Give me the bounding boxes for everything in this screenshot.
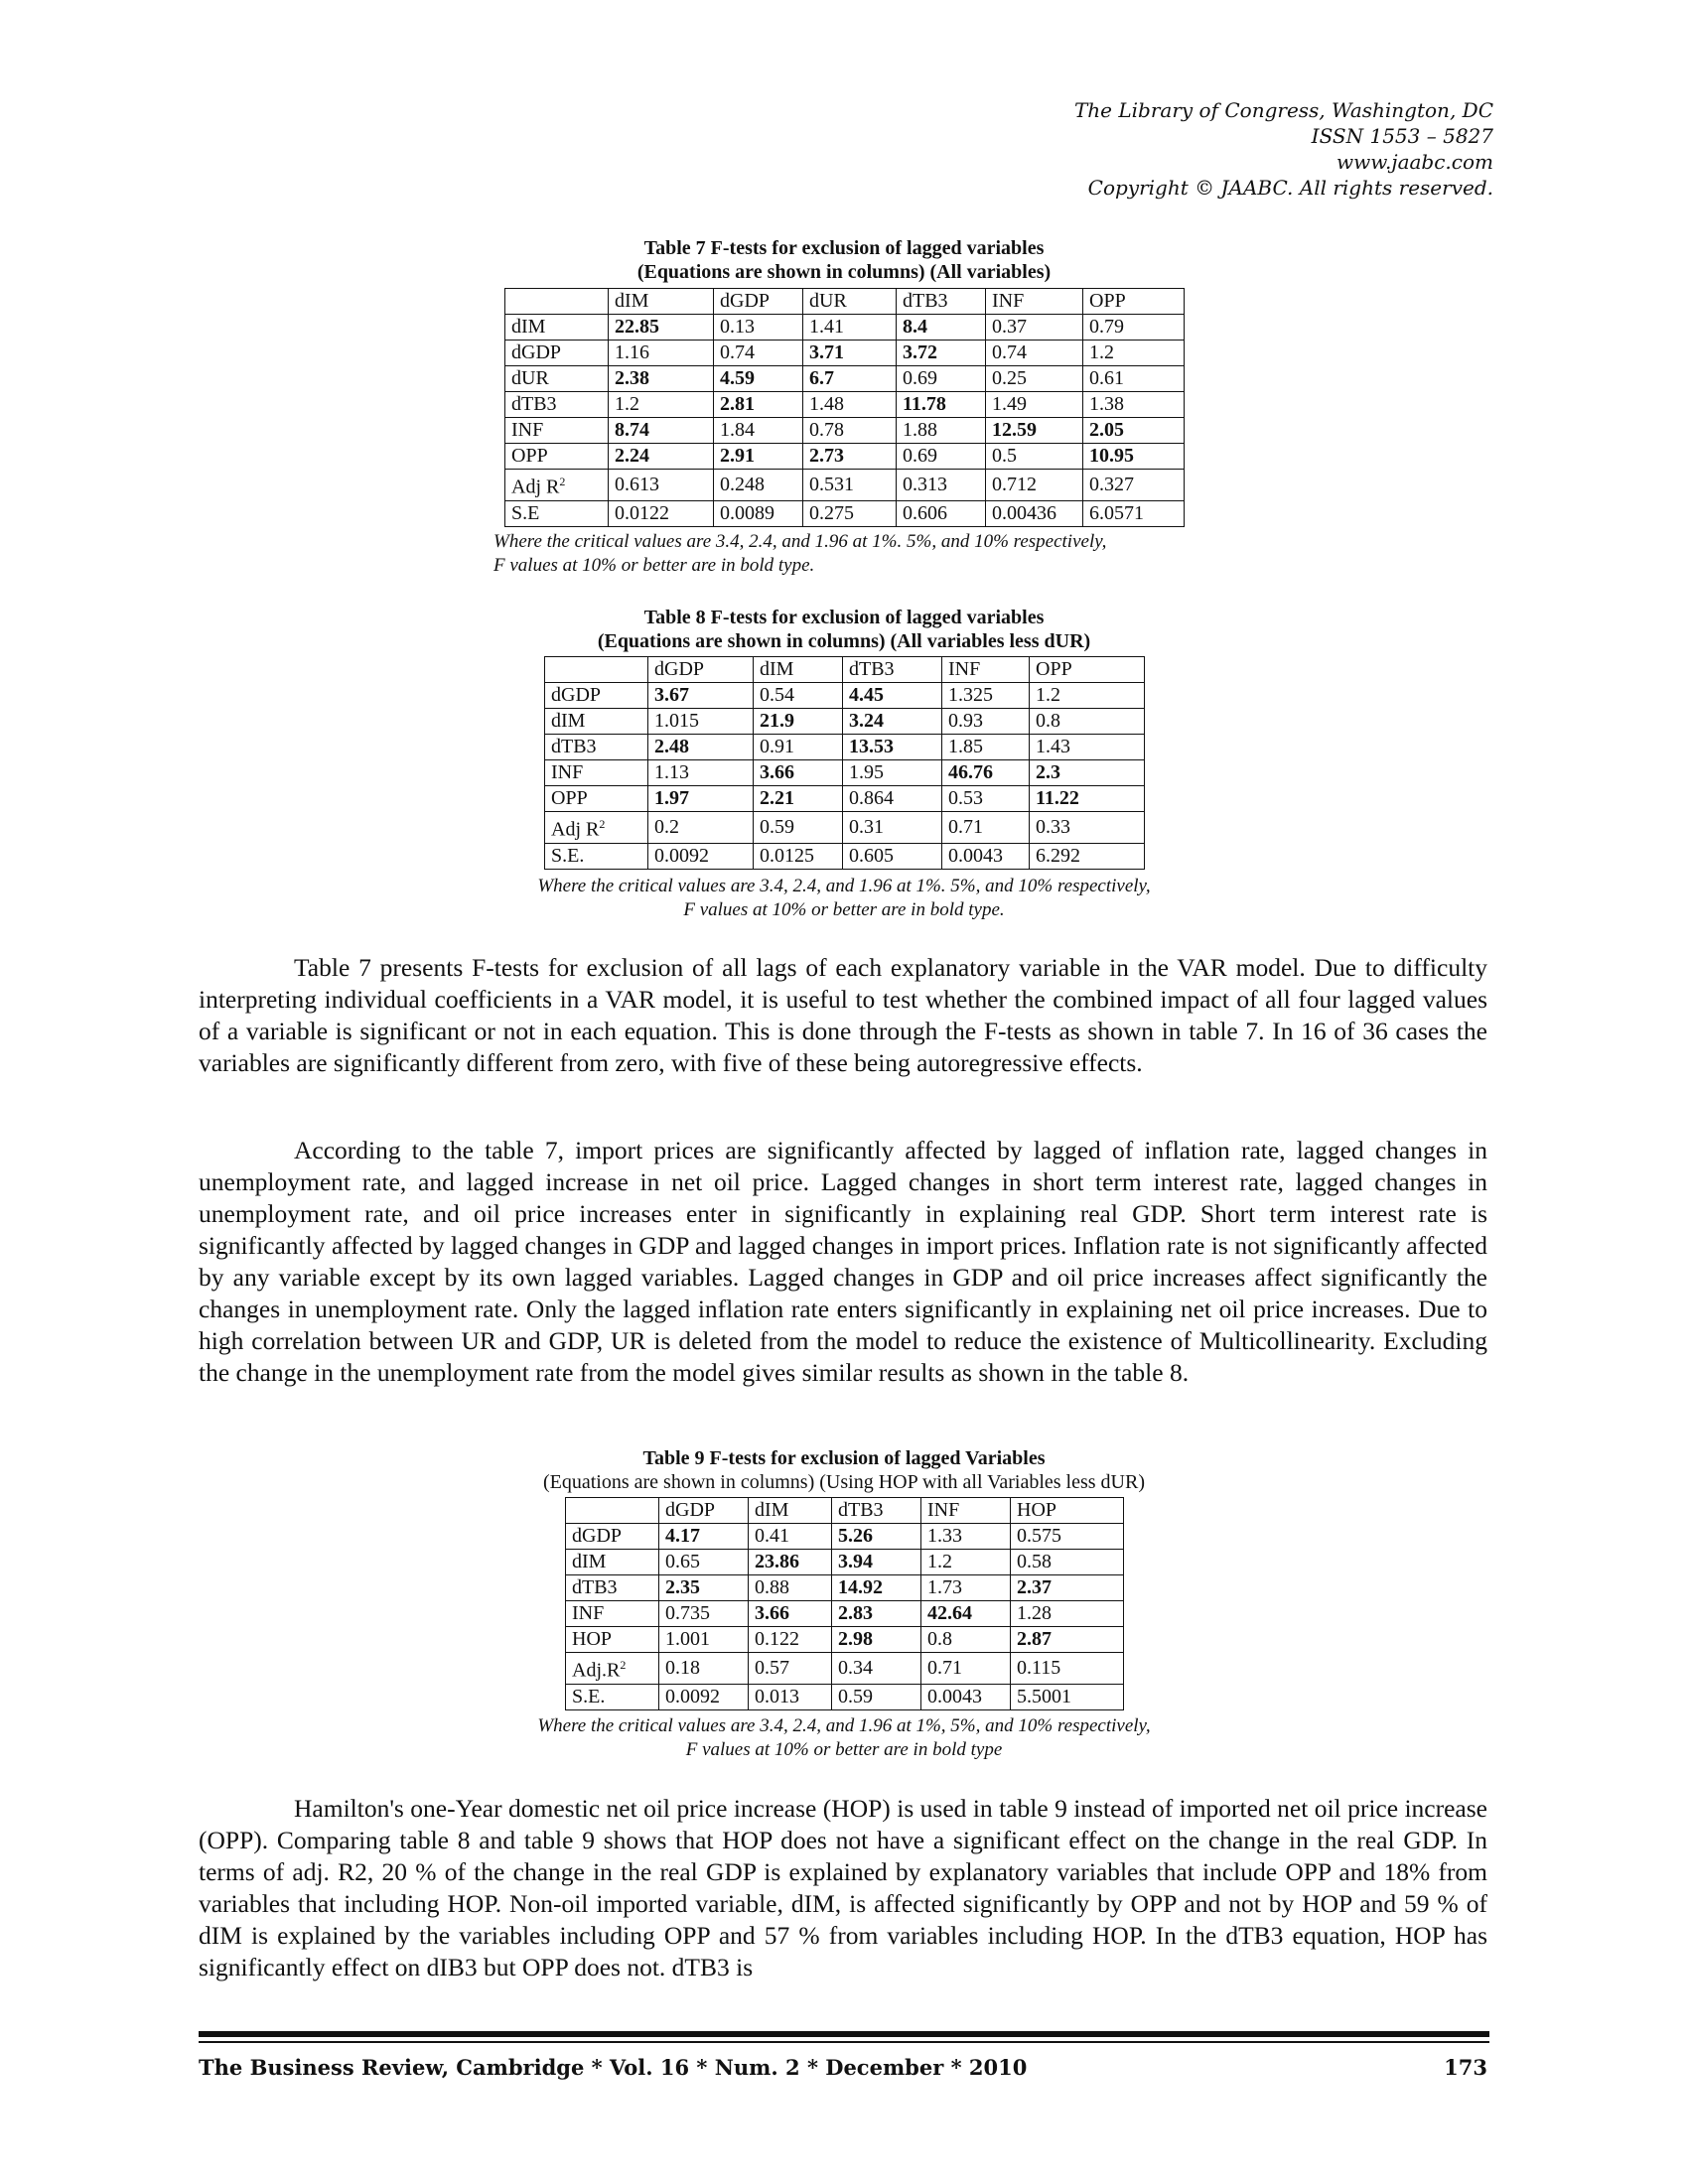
table-cell: 1.13	[648, 760, 754, 786]
table-cell: 6.0571	[1083, 500, 1185, 526]
row-label: $Adj.R^2$	[566, 1653, 659, 1685]
table-cell: 0.74	[986, 341, 1083, 366]
table8-notes	[477, 875, 1211, 922]
table-cell: 0.53	[942, 786, 1030, 812]
table7-title: Table 7 F-tests for exclusion of lagged variables	[643, 237, 1045, 259]
table-cell: 4.45	[843, 683, 942, 709]
table-cell: 11.22	[1030, 786, 1145, 812]
table-cell: 0.575	[1011, 1524, 1124, 1550]
table-cell: 0.93	[942, 709, 1030, 735]
table7-note-bold: F values at 10% or better are in bold type.	[493, 555, 815, 576]
table-cell: 0.37	[986, 315, 1083, 341]
table-cell: 0.275	[803, 500, 897, 526]
body-paragraph-2: According to the table 7, import prices are significantly affected by lagged of inflation rate, lagged changes in unemployment rate, and lagged increase in net oil price. Lagged changes in short term interest rate, lagged changes in unemployment rate, and oil price increases enter in significantly in explaining real GDP. Short term interest rate is significantly affected by lagged changes in GDP and lagged changes in import prices. Inflation rate is not significantly affected by any variable except by its own lagged variables. Lagged changes in GDP and oil price increases affect significantly the changes in unemployment rate. Only the lagged inflation rate enters significantly in explaining net oil price increases. Due to high correlation between UR and GDP, UR is deleted from the model to reduce the existence of Multicollinearity. Excluding the change in the unemployment rate from the model gives similar results as shown in the table 8.	[199, 1136, 1487, 1387]
column-header: dIM	[754, 657, 843, 683]
body-paragraph-1: Table 7 presents F-tests for exclusion of all lags of each explanatory variable in the VAR model. Due to difficulty interpreting individual coefficients in a VAR model, it is useful to test whether the combined impact of all four lagged values of a variable is significant or not in each equation. This is done through the F-tests as shown in table 7. In 16 of 36 cases the variables are significantly different from zero, with five of these being autoregressive effects.	[199, 953, 1487, 1077]
row-label: INF	[545, 760, 648, 786]
table-cell: 0.69	[897, 444, 986, 470]
column-header: dIM	[609, 289, 714, 315]
table-cell: 0.79	[1083, 315, 1185, 341]
table-cell: 4.17	[659, 1524, 749, 1550]
column-header: dIM	[749, 1498, 832, 1524]
table-cell: 0.61	[1083, 366, 1185, 392]
row-label: S.E.	[566, 1684, 659, 1709]
table-header-row	[505, 289, 1185, 315]
table-cell: 3.72	[897, 341, 986, 366]
row-label: INF	[566, 1601, 659, 1627]
table-cell: 0.59	[832, 1684, 921, 1709]
row-label: OPP	[505, 444, 609, 470]
table-cell: 2.81	[714, 392, 803, 418]
table-cell: 0.606	[897, 500, 986, 526]
table-row	[566, 1601, 1124, 1627]
table-row	[505, 341, 1185, 366]
table-row	[545, 683, 1145, 709]
table-cell: 3.66	[749, 1601, 832, 1627]
table-cell: 23.86	[749, 1550, 832, 1575]
table-cell: 0.91	[754, 735, 843, 760]
table-corner-cell	[545, 657, 648, 683]
table-row	[566, 1684, 1124, 1709]
row-label: S.E	[505, 500, 609, 526]
table-cell: 0.74	[714, 341, 803, 366]
table-cell: 0.115	[1011, 1653, 1124, 1685]
table-cell: 0.59	[754, 812, 843, 844]
table8-caption	[546, 606, 1142, 653]
table-corner-cell	[505, 289, 609, 315]
table-cell: 0.13	[714, 315, 803, 341]
running-header	[1074, 97, 1493, 201]
row-label: Adj $R^2$	[545, 812, 648, 844]
row-label: dGDP	[566, 1524, 659, 1550]
table8-title: Table 8 F-tests for exclusion of lagged variables	[643, 607, 1045, 628]
table-cell: 2.73	[803, 444, 897, 470]
table7-notes	[493, 530, 1106, 578]
table-row	[505, 418, 1185, 444]
table-cell: 0.605	[843, 843, 942, 869]
table-cell: 3.67	[648, 683, 754, 709]
row-label: dIM	[545, 709, 648, 735]
table-cell: 0.57	[749, 1653, 832, 1685]
table-cell: 10.95	[1083, 444, 1185, 470]
table-cell: 2.98	[832, 1627, 921, 1653]
column-header: dTB3	[897, 289, 986, 315]
table-cell: 1.325	[942, 683, 1030, 709]
table-cell: 0.5	[986, 444, 1083, 470]
table8	[544, 656, 1145, 870]
header-line-copyright: Copyright © JAABC. All rights reserved.	[1087, 176, 1493, 200]
table9-notes	[477, 1714, 1211, 1762]
column-header: dTB3	[832, 1498, 921, 1524]
table-cell: 0.34	[832, 1653, 921, 1685]
table8-note-bold: F values at 10% or better are in bold type.	[683, 899, 1005, 920]
row-label: dGDP	[505, 341, 609, 366]
table-cell: 0.0043	[942, 843, 1030, 869]
column-header: dTB3	[843, 657, 942, 683]
table-cell: 2.83	[832, 1601, 921, 1627]
table-cell: 13.53	[843, 735, 942, 760]
table-cell: 0.0122	[609, 500, 714, 526]
table-cell: 6.7	[803, 366, 897, 392]
table8-note-critical-values: Where the critical values are 3.4, 2.4, and 1.96 at 1%. 5%, and 10% respectively,	[537, 876, 1151, 896]
row-label: dUR	[505, 366, 609, 392]
table-cell: 0.735	[659, 1601, 749, 1627]
table7-note-critical-values: Where the critical values are 3.4, 2.4, and 1.96 at 1%. 5%, and 10% respectively,	[493, 531, 1107, 552]
table9-title: Table 9 F-tests for exclusion of lagged Variables	[642, 1447, 1046, 1469]
table-header-row	[566, 1498, 1124, 1524]
table-row	[505, 366, 1185, 392]
table-cell: 0.0043	[921, 1684, 1011, 1709]
table-cell: 2.3	[1030, 760, 1145, 786]
table-cell: 12.59	[986, 418, 1083, 444]
row-label: dIM	[566, 1550, 659, 1575]
table-cell: 0.712	[986, 470, 1083, 501]
table-cell: 1.2	[609, 392, 714, 418]
table-row	[505, 392, 1185, 418]
table-cell: 2.37	[1011, 1575, 1124, 1601]
table-cell: 0.71	[942, 812, 1030, 844]
table-cell: 1.49	[986, 392, 1083, 418]
table7-subtitle: (Equations are shown in columns) (All variables)	[636, 261, 1052, 283]
table-cell: 1.28	[1011, 1601, 1124, 1627]
table-cell: 46.76	[942, 760, 1030, 786]
table-cell: 2.35	[659, 1575, 749, 1601]
table-corner-cell	[566, 1498, 659, 1524]
column-header: INF	[986, 289, 1083, 315]
table-cell: 22.85	[609, 315, 714, 341]
table-cell: 1.33	[921, 1524, 1011, 1550]
table-cell: 0.58	[1011, 1550, 1124, 1575]
table-cell: 0.864	[843, 786, 942, 812]
table-header-row	[545, 657, 1145, 683]
table-cell: 0.0092	[648, 843, 754, 869]
table-cell: 0.18	[659, 1653, 749, 1685]
table9-body	[566, 1498, 1124, 1710]
table-cell: 21.9	[754, 709, 843, 735]
header-line-issn: ISSN 1553 – 5827	[1311, 124, 1493, 148]
table-cell: 1.88	[897, 418, 986, 444]
table-cell: 0.31	[843, 812, 942, 844]
header-line-library: The Library of Congress, Washington, DC	[1073, 98, 1493, 122]
table-cell: 1.48	[803, 392, 897, 418]
column-header: HOP	[1011, 1498, 1124, 1524]
table-cell: 0.8	[921, 1627, 1011, 1653]
table-row	[566, 1524, 1124, 1550]
table-cell: 0.54	[754, 683, 843, 709]
table-cell: 11.78	[897, 392, 986, 418]
table-row	[566, 1550, 1124, 1575]
table-cell: 2.21	[754, 786, 843, 812]
table-cell: 1.38	[1083, 392, 1185, 418]
table-row	[566, 1627, 1124, 1653]
table-cell: 0.33	[1030, 812, 1145, 844]
table-cell: 1.2	[1030, 683, 1145, 709]
row-label: HOP	[566, 1627, 659, 1653]
table-cell: 2.38	[609, 366, 714, 392]
table-cell: 6.292	[1030, 843, 1145, 869]
table-cell: 0.313	[897, 470, 986, 501]
column-header: dGDP	[659, 1498, 749, 1524]
table-cell: 0.00436	[986, 500, 1083, 526]
table-cell: 1.2	[1083, 341, 1185, 366]
table-cell: 1.85	[942, 735, 1030, 760]
table-cell: 5.26	[832, 1524, 921, 1550]
table-cell: 0.88	[749, 1575, 832, 1601]
table-cell: 0.613	[609, 470, 714, 501]
table-cell: 0.41	[749, 1524, 832, 1550]
table-row	[545, 709, 1145, 735]
row-label: INF	[505, 418, 609, 444]
table-cell: 1.001	[659, 1627, 749, 1653]
column-header: OPP	[1030, 657, 1145, 683]
table-cell: 8.4	[897, 315, 986, 341]
table-cell: 4.59	[714, 366, 803, 392]
footer-rule-thick	[199, 2031, 1489, 2037]
header-line-website[interactable]: www.jaabc.com	[1336, 150, 1493, 174]
row-label: Adj $R^2$	[505, 470, 609, 501]
table-row	[505, 444, 1185, 470]
table-cell: 1.015	[648, 709, 754, 735]
table-row	[505, 315, 1185, 341]
table-row	[545, 735, 1145, 760]
table-row	[545, 760, 1145, 786]
footer-journal: The Business Review, Cambridge * Vol. 16 * Num. 2 * December * 2010	[199, 2055, 1028, 2080]
table-cell: 0.2	[648, 812, 754, 844]
row-label: dTB3	[566, 1575, 659, 1601]
table-cell: 1.2	[921, 1550, 1011, 1575]
table-cell: 2.48	[648, 735, 754, 760]
table8-subtitle: (Equations are shown in columns) (All variables less dUR)	[597, 630, 1091, 652]
table-cell: 1.84	[714, 418, 803, 444]
table-cell: 1.73	[921, 1575, 1011, 1601]
table-row	[545, 843, 1145, 869]
table-cell: 2.24	[609, 444, 714, 470]
table9-note-critical-values: Where the critical values are 3.4, 2.4, and 1.96 at 1%, 5%, and 10% respectively,	[537, 1715, 1151, 1736]
table-row	[545, 786, 1145, 812]
table-cell: 2.91	[714, 444, 803, 470]
table-cell: 1.95	[843, 760, 942, 786]
table-cell: 2.05	[1083, 418, 1185, 444]
footer-rule-thin	[199, 2041, 1489, 2043]
table-cell: 1.16	[609, 341, 714, 366]
table-cell: 0.0125	[754, 843, 843, 869]
table-row	[566, 1653, 1124, 1685]
table-cell: 2.87	[1011, 1627, 1124, 1653]
table-cell: 1.97	[648, 786, 754, 812]
table8-body	[545, 657, 1145, 870]
table9-subtitle: (Equations are shown in columns) (Using HOP with all Variables less dUR)	[542, 1471, 1146, 1493]
table-cell: 3.66	[754, 760, 843, 786]
table-cell: 0.69	[897, 366, 986, 392]
row-label: OPP	[545, 786, 648, 812]
table-cell: 0.65	[659, 1550, 749, 1575]
table-cell: 5.5001	[1011, 1684, 1124, 1709]
table-cell: 3.71	[803, 341, 897, 366]
row-label: dTB3	[505, 392, 609, 418]
table-cell: 0.0089	[714, 500, 803, 526]
table-cell: 1.41	[803, 315, 897, 341]
column-header: dGDP	[648, 657, 754, 683]
table-cell: 0.013	[749, 1684, 832, 1709]
table-cell: 42.64	[921, 1601, 1011, 1627]
table-cell: 0.122	[749, 1627, 832, 1653]
table-cell: 14.92	[832, 1575, 921, 1601]
table7-caption	[506, 236, 1182, 284]
table9-caption	[487, 1446, 1201, 1494]
table-cell: 0.8	[1030, 709, 1145, 735]
row-label: S.E.	[545, 843, 648, 869]
page-number: 173	[1444, 2055, 1487, 2080]
table-cell: 0.71	[921, 1653, 1011, 1685]
table9-note-bold: F values at 10% or better are in bold type	[685, 1739, 1003, 1760]
table-cell: 0.327	[1083, 470, 1185, 501]
table-cell: 0.0092	[659, 1684, 749, 1709]
table-cell: 0.248	[714, 470, 803, 501]
table-cell: 3.24	[843, 709, 942, 735]
column-header: dGDP	[714, 289, 803, 315]
column-header: INF	[942, 657, 1030, 683]
row-label: dTB3	[545, 735, 648, 760]
row-label: dIM	[505, 315, 609, 341]
table9	[565, 1497, 1124, 1710]
body-paragraph-3: Hamilton's one-Year domestic net oil price increase (HOP) is used in table 9 instead of imported net oil price increase (OPP). Comparing table 8 and table 9 shows that HOP does not have a significant effect on the change in the real GDP. In terms of adj. R2, 20 % of the change in the real GDP is explained by explanatory variables that include OPP and 18% from variables that including HOP. Non-oil imported variable, dIM, is affected significantly by OPP and not by HOP and 59 % of dIM is explained by the variables including OPP and 57 % from variables including HOP. In the dTB3 equation, HOP has significantly effect on dIB3 but OPP does not. dTB3 is	[199, 1794, 1487, 1981]
column-header: INF	[921, 1498, 1011, 1524]
column-header: dUR	[803, 289, 897, 315]
table-cell: 1.43	[1030, 735, 1145, 760]
table-row	[566, 1575, 1124, 1601]
table7	[504, 288, 1185, 527]
table-cell: 0.78	[803, 418, 897, 444]
column-header: OPP	[1083, 289, 1185, 315]
table-cell: 0.25	[986, 366, 1083, 392]
table-row	[505, 500, 1185, 526]
row-label: dGDP	[545, 683, 648, 709]
table-row	[545, 812, 1145, 844]
table-row	[505, 470, 1185, 501]
table-cell: 8.74	[609, 418, 714, 444]
table-cell: 0.531	[803, 470, 897, 501]
table-cell: 3.94	[832, 1550, 921, 1575]
table7-body	[505, 289, 1185, 527]
